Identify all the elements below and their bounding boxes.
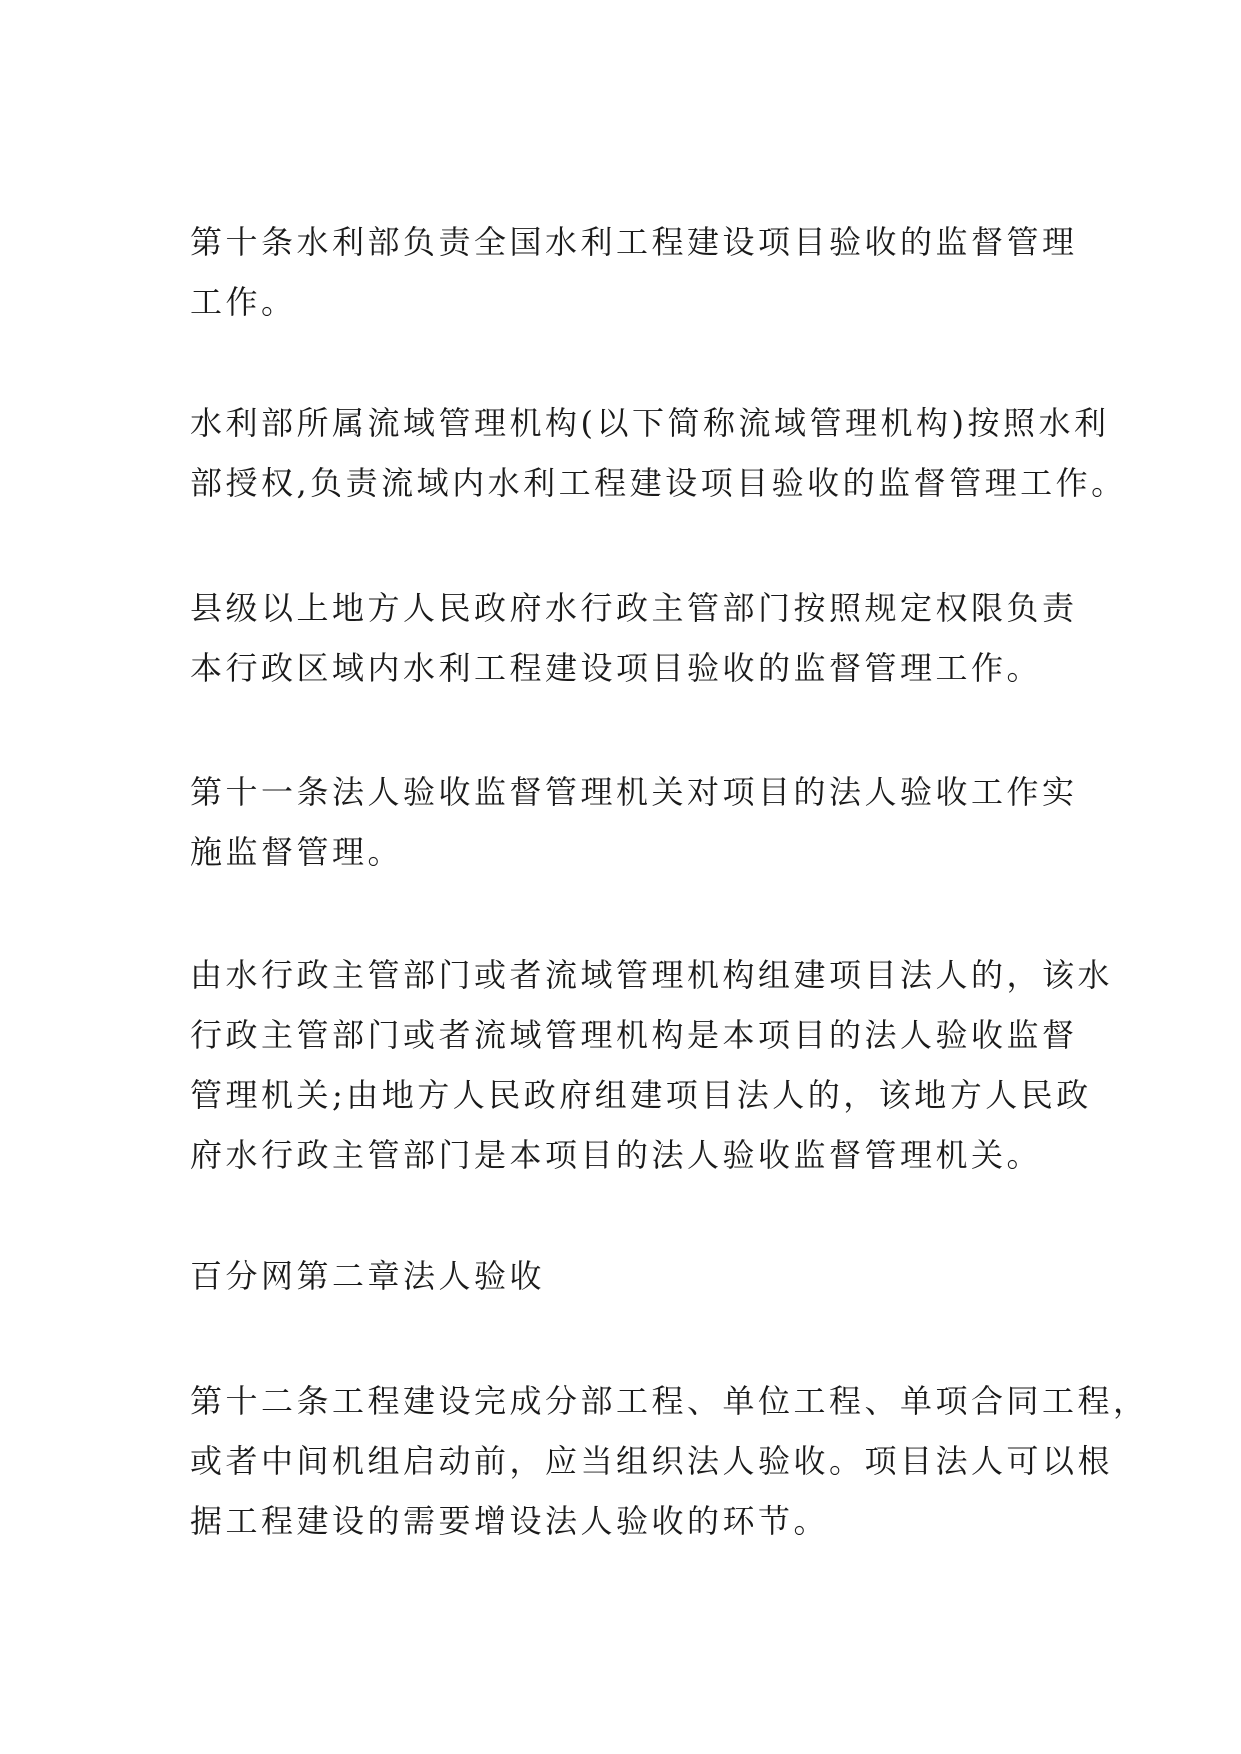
text-line: 第十二条工程建设完成分部工程、单位工程、单项合同工程， <box>190 1382 1149 1420</box>
paragraph-article-12 <box>190 1371 1149 1551</box>
text-line: 水利部所属流域管理机构(以下简称流域管理机构)按照水利 <box>190 404 1110 442</box>
text-line: 管理机关;由地方人民政府组建项目法人的，该地方人民政 <box>190 1076 1092 1114</box>
text-line: 府水行政主管部门是本项目的法人验收监督管理机关。 <box>190 1136 1043 1174</box>
text-line: 由水行政主管部门或者流域管理机构组建项目法人的，该水 <box>190 956 1114 994</box>
document-body <box>190 212 1149 1551</box>
text-line: 工作。 <box>190 283 297 321</box>
text-line: 第十条水利部负责全国水利工程建设项目验收的监督管理 <box>190 223 1078 261</box>
text-line: 百分网第二章法人验收 <box>190 1257 546 1295</box>
paragraph-article-11 <box>190 762 1078 882</box>
paragraph-article-10 <box>190 212 1078 332</box>
text-line: 部授权,负责流域内水利工程建设项目验收的监督管理工作。 <box>190 464 1127 502</box>
paragraph-basin-authority <box>190 393 1127 513</box>
text-line: 行政主管部门或者流域管理机构是本项目的法人验收监督 <box>190 1016 1078 1054</box>
text-line: 县级以上地方人民政府水行政主管部门按照规定权限负责 <box>190 589 1078 627</box>
paragraph-supervising-organ <box>190 945 1114 1185</box>
text-line: 施监督管理。 <box>190 833 404 871</box>
paragraph-county-authority <box>190 578 1078 698</box>
text-line: 据工程建设的需要增设法人验收的环节。 <box>190 1502 830 1540</box>
text-line: 第十一条法人验收监督管理机关对项目的法人验收工作实 <box>190 773 1078 811</box>
text-line: 或者中间机组启动前，应当组织法人验收。项目法人可以根 <box>190 1442 1114 1480</box>
chapter-heading <box>190 1246 1060 1306</box>
text-line: 本行政区域内水利工程建设项目验收的监督管理工作。 <box>190 649 1043 687</box>
